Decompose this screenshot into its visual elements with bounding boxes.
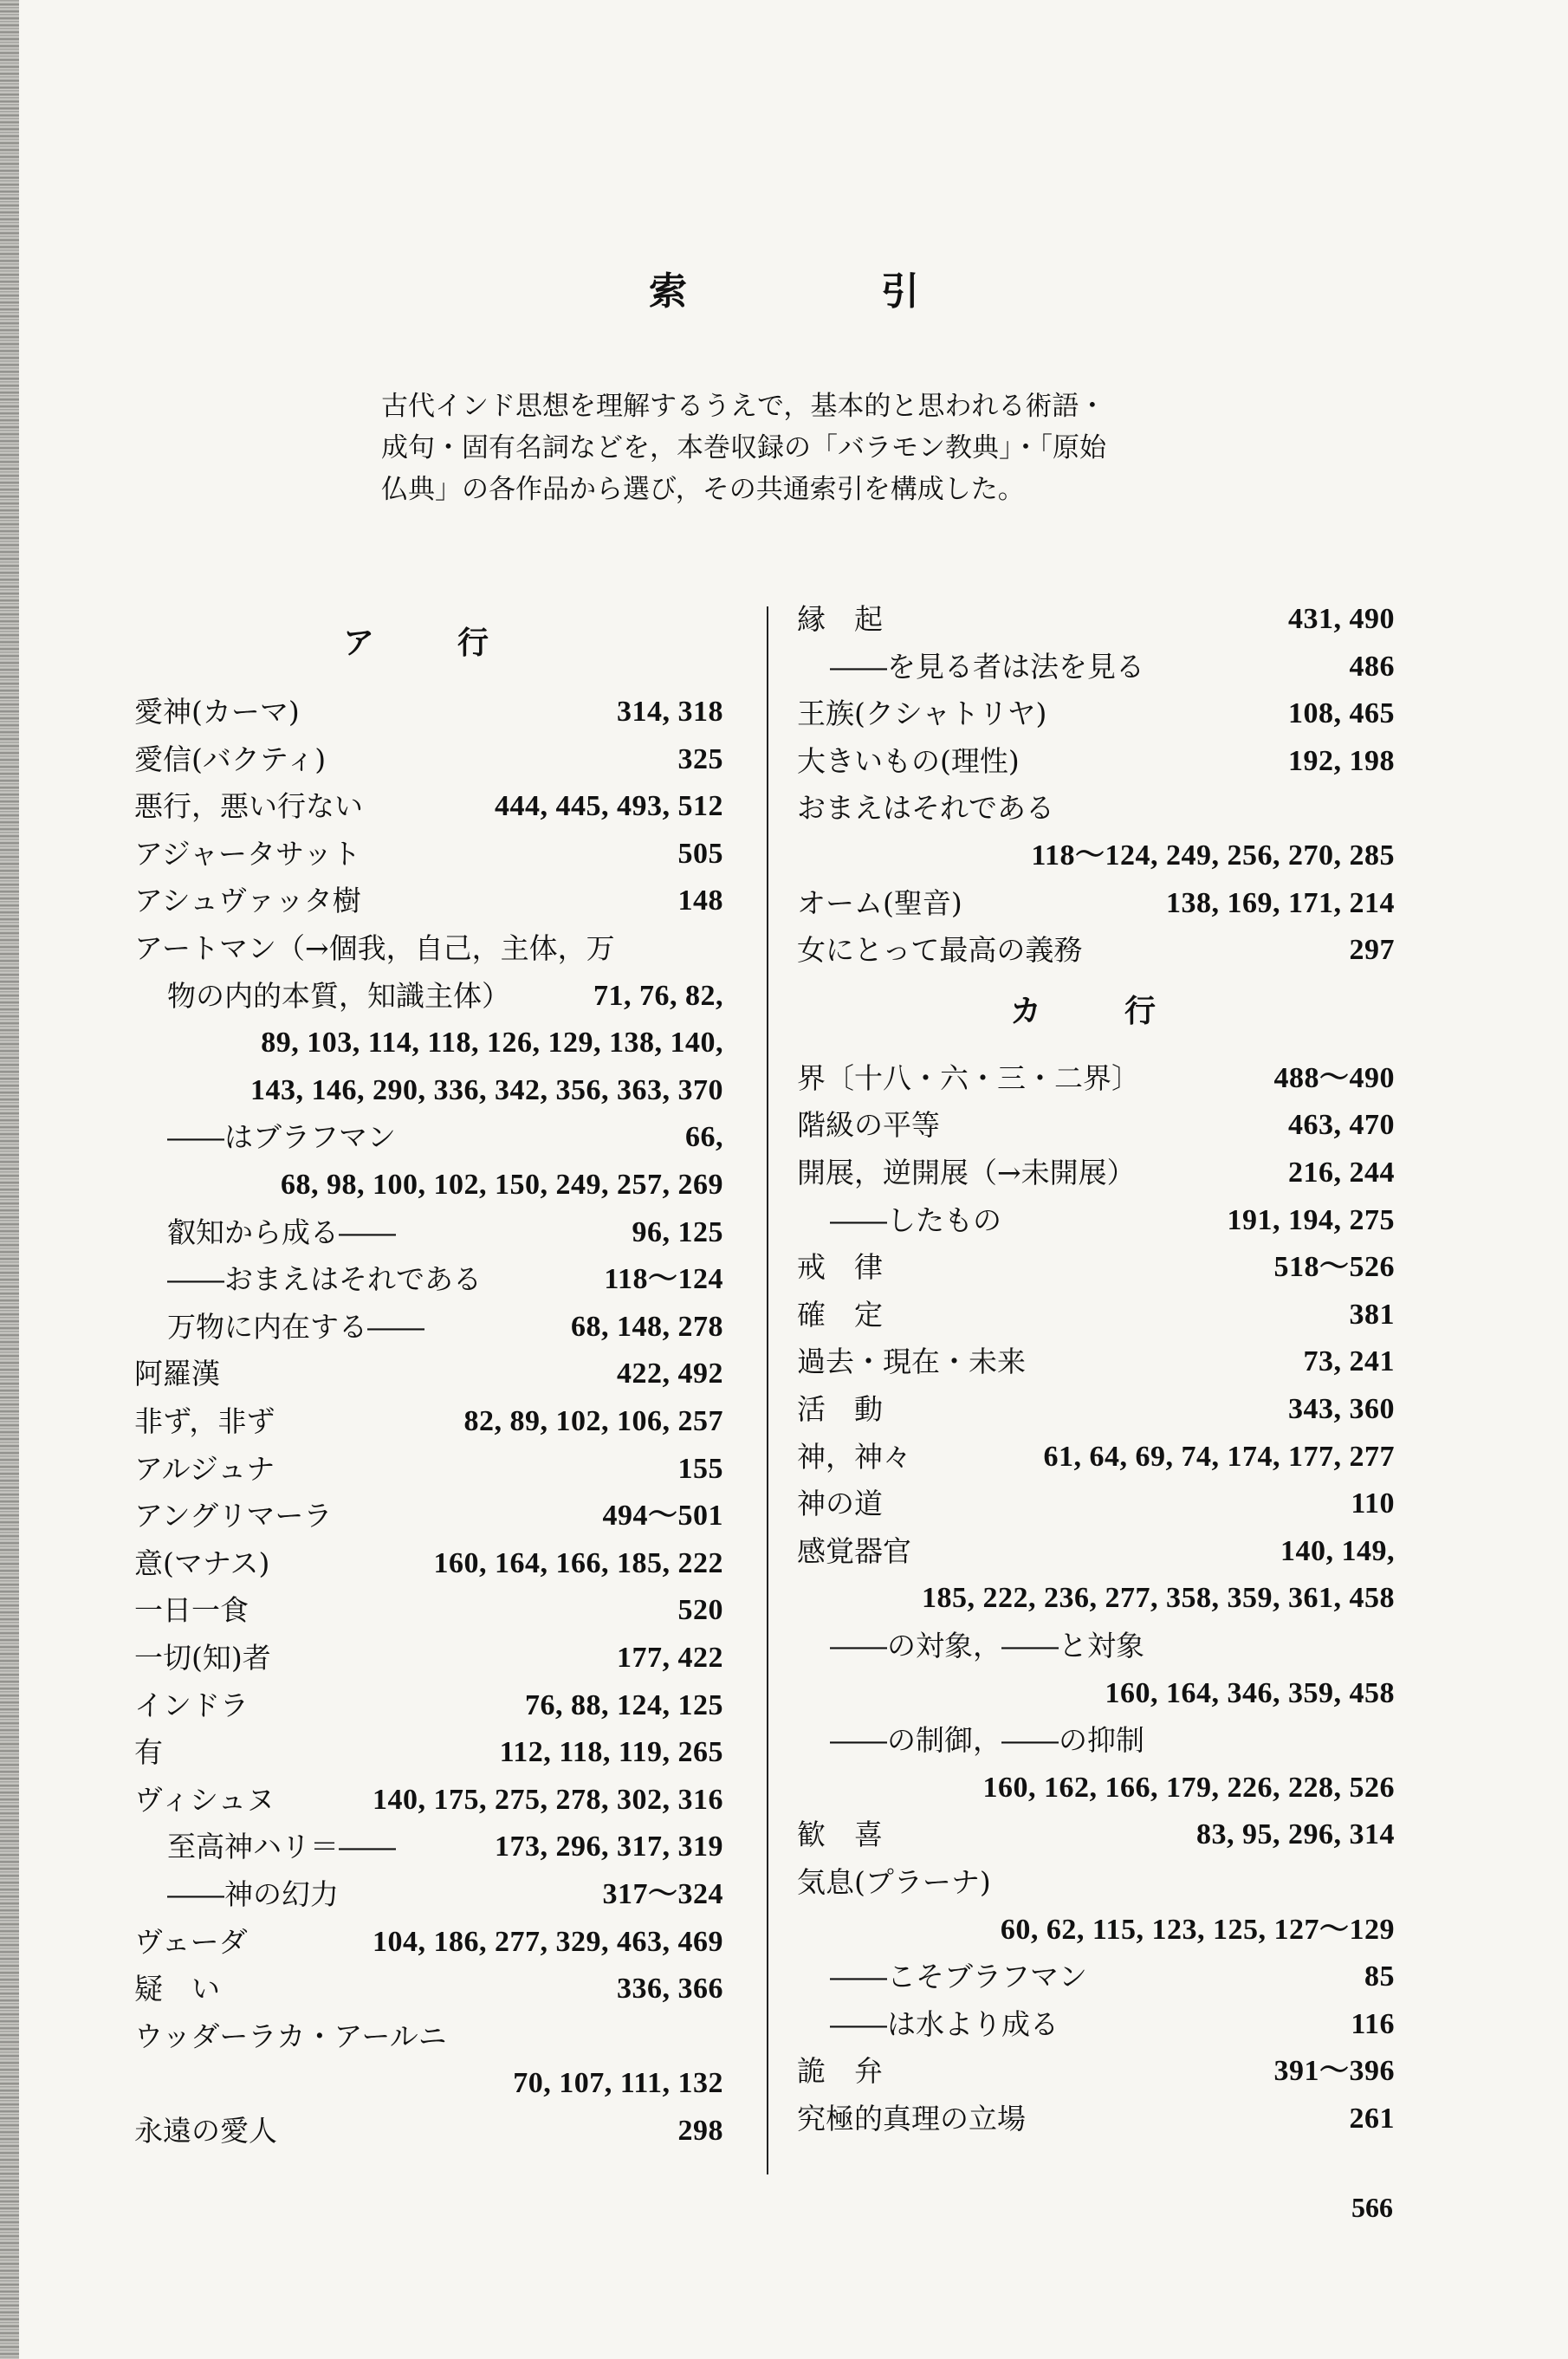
index-pages: 148 [677, 885, 723, 917]
index-term: アングリマーラ [134, 1499, 333, 1533]
index-term: 非ず，非ず [134, 1404, 275, 1438]
index-entry [797, 1338, 1395, 1385]
page-number: 566 [1351, 2192, 1393, 2223]
index-term: ヴェーダ [134, 1924, 248, 1959]
index-term: アジャータサット [134, 836, 361, 871]
index-term: ――こそブラフマン [830, 1960, 1087, 1994]
index-pages: 70, 107, 111, 132 [513, 2067, 723, 2100]
index-term: 活 動 [797, 1392, 883, 1426]
index-term: ――の制御，――の抑制 [830, 1723, 1144, 1758]
index-entry [134, 1209, 723, 1256]
index-entry [797, 1292, 1395, 1338]
index-pages: 104, 186, 277, 329, 463, 469 [373, 1925, 723, 1958]
index-entry [134, 1682, 723, 1729]
index-pages: 73, 241 [1303, 1345, 1395, 1378]
index-pages: 422, 492 [617, 1358, 723, 1390]
index-entry [797, 1859, 1395, 1906]
index-pages: 96, 125 [632, 1215, 723, 1248]
index-pages: 160, 164, 346, 359, 458 [1105, 1676, 1395, 1709]
index-entry [797, 1244, 1395, 1291]
index-term: アートマン（→個我，自己，主体，万 [134, 931, 615, 965]
index-term: 大きいもの(理性) [797, 743, 1020, 778]
section-heading-ka: カ 行 [1009, 992, 1182, 1029]
index-entry [797, 2048, 1395, 2095]
index-term: 気息(プラーナ) [797, 1865, 991, 1899]
index-pages: 89, 103, 114, 118, 126, 129, 138, 140, [261, 1027, 723, 1060]
index-term: 歓 喜 [797, 1818, 883, 1852]
index-entry [797, 880, 1395, 927]
index-pages: 110 [1351, 1487, 1395, 1520]
index-entry [134, 1020, 723, 1066]
index-pages: 298 [677, 2115, 723, 2147]
index-pages: 391～396 [1273, 2055, 1395, 2088]
index-entry [134, 1587, 723, 1634]
index-term: 究極的真理の立場 [797, 2102, 1026, 2135]
index-entry [134, 689, 723, 736]
index-term: 意(マナス) [134, 1546, 270, 1580]
index-term: ――は水より成る [830, 2006, 1059, 2041]
index-pages: 317～324 [602, 1878, 723, 1910]
index-term: 開展，逆開展（→未開展） [797, 1156, 1136, 1189]
index-term: 永遠の愛人 [134, 2114, 277, 2148]
index-entry [134, 1398, 723, 1445]
index-pages: 463, 470 [1288, 1109, 1395, 1142]
index-pages: 82, 89, 102, 106, 257 [463, 1405, 723, 1437]
index-entry [797, 1481, 1395, 1527]
index-pages: 160, 164, 166, 185, 222 [433, 1546, 723, 1579]
index-entry [134, 2013, 723, 2060]
index-entry [134, 1162, 723, 1209]
index-pages: 381 [1349, 1298, 1395, 1331]
index-term: 万物に内在する―― [167, 1309, 424, 1344]
index-pages: 191, 194, 275 [1227, 1203, 1395, 1236]
index-entry [134, 1493, 723, 1539]
index-term: 有 [134, 1735, 163, 1770]
index-pages: 143, 146, 290, 336, 342, 356, 363, 370 [250, 1073, 723, 1106]
index-entry [134, 1729, 723, 1776]
index-pages: 216, 244 [1288, 1157, 1395, 1189]
index-pages: 486 [1349, 650, 1395, 683]
index-entry [797, 1811, 1395, 1858]
index-term: ――神の幻力 [167, 1877, 339, 1911]
index-entry [797, 2001, 1395, 2048]
index-entry [797, 738, 1395, 785]
index-entry [134, 783, 723, 830]
index-pages: 140, 175, 275, 278, 302, 316 [373, 1783, 723, 1816]
index-pages: 83, 95, 296, 314 [1196, 1818, 1395, 1851]
index-entry [797, 1102, 1395, 1149]
index-term: 愛信(バクティ) [134, 742, 327, 776]
index-entry [134, 1304, 723, 1351]
index-term: 一日一食 [134, 1593, 249, 1628]
index-entry [797, 2096, 1395, 2142]
index-entry [134, 831, 723, 878]
index-pages: 85 [1364, 1960, 1395, 1993]
index-pages: 505 [677, 837, 723, 870]
index-entry [134, 973, 723, 1020]
index-entry [797, 927, 1395, 974]
index-pages: 297 [1349, 934, 1395, 967]
index-term: 愛神(カーマ) [134, 695, 300, 729]
index-pages: 336, 366 [617, 1973, 723, 2006]
index-term: ――の対象，――と対象 [830, 1629, 1144, 1662]
index-entry [797, 1623, 1395, 1669]
index-term: インドラ [134, 1688, 249, 1722]
index-entry [797, 1954, 1395, 2000]
index-entry [134, 1114, 723, 1161]
index-pages: 118～124 [604, 1263, 723, 1296]
index-entry [134, 1446, 723, 1493]
index-entry [134, 1871, 723, 1918]
index-pages: 118～124, 249, 256, 270, 285 [1031, 839, 1395, 872]
index-pages: 494～501 [602, 1500, 723, 1533]
index-term: アシュヴァッタ樹 [134, 884, 361, 918]
index-entry [134, 1824, 723, 1870]
index-pages: 68, 148, 278 [571, 1310, 723, 1343]
index-term: 疑 い [134, 1972, 220, 2006]
index-term: ウッダーラカ・アールニ [134, 2019, 447, 2053]
index-pages: 325 [677, 742, 723, 775]
index-term: おまえはそれである [797, 791, 1054, 826]
index-term: ――を見る者は法を見る [830, 649, 1144, 684]
index-term: 界〔十八・六・三・二界〕 [797, 1060, 1140, 1095]
index-term: 過去・現在・未来 [797, 1345, 1026, 1379]
index-pages: 518～526 [1273, 1251, 1395, 1284]
index-entry [797, 644, 1395, 690]
index-term: ――おまえはそれである [167, 1262, 482, 1297]
index-entry [797, 690, 1395, 737]
index-pages: 177, 422 [617, 1642, 723, 1674]
index-entry [797, 1907, 1395, 1954]
index-entry [797, 1434, 1395, 1481]
index-term: 縁 起 [797, 602, 883, 636]
index-entry [134, 925, 723, 972]
index-entry [134, 1635, 723, 1682]
index-pages: 444, 445, 493, 512 [495, 790, 723, 823]
index-entry [797, 1386, 1395, 1433]
page-title: 索 引 [649, 269, 997, 314]
index-entry [797, 833, 1395, 879]
index-term: 確 定 [797, 1297, 883, 1332]
index-pages: 192, 198 [1288, 744, 1395, 777]
index-term: 物の内的本質，知識主体） [167, 978, 510, 1013]
intro-line: 成句・固有名詞などを，本巻収録の「バラモン教典」・「原始 [381, 432, 1106, 463]
index-entry [134, 1351, 723, 1397]
index-pages: 160, 162, 166, 179, 226, 228, 526 [982, 1771, 1395, 1804]
index-entry [134, 2060, 723, 2107]
index-pages: 71, 76, 82, [593, 979, 723, 1012]
index-pages: 60, 62, 115, 123, 125, 127～129 [1000, 1913, 1395, 1946]
index-term: 階級の平等 [797, 1108, 940, 1143]
index-entry [797, 1717, 1395, 1764]
index-term: アルジュナ [134, 1451, 275, 1486]
column-divider [767, 606, 768, 2174]
index-pages: 112, 118, 119, 265 [499, 1736, 723, 1769]
index-pages: 155 [677, 1452, 723, 1485]
index-entry [134, 878, 723, 924]
index-term: 女にとって最高の義務 [797, 933, 1083, 968]
index-pages: 343, 360 [1288, 1393, 1395, 1425]
index-term: 王族(クシャトリヤ) [797, 697, 1047, 731]
index-term: 神，神々 [797, 1439, 911, 1474]
index-term: 戒 律 [797, 1250, 883, 1285]
index-term: 至高神ハリ＝―― [167, 1830, 396, 1864]
intro-paragraph [381, 386, 1187, 510]
index-pages: 173, 296, 317, 319 [495, 1831, 723, 1863]
index-term: 感覚器官 [797, 1533, 911, 1568]
index-entry [797, 1055, 1395, 1102]
intro-line: 古代インド思想を理解するうえで，基本的と思われる術語・ [381, 391, 1106, 422]
index-entry [797, 1670, 1395, 1717]
index-entry [134, 1919, 723, 1966]
index-entry [797, 1197, 1395, 1244]
index-entry [797, 1150, 1395, 1196]
index-entry [797, 1765, 1395, 1811]
index-pages: 261 [1349, 2103, 1395, 2135]
index-entry [134, 1067, 723, 1114]
index-entry [134, 736, 723, 783]
index-entry [134, 1256, 723, 1303]
book-spine-edge [0, 0, 19, 2359]
index-term: ヴィシュヌ [134, 1782, 275, 1817]
index-entry [134, 1777, 723, 1824]
index-term: 神の道 [797, 1487, 883, 1521]
index-pages: 488～490 [1273, 1061, 1395, 1094]
index-entry [134, 1966, 723, 2012]
index-term: ――したもの [830, 1202, 1001, 1237]
index-term: 一切(知)者 [134, 1641, 271, 1675]
index-term: 叡知から成る―― [167, 1215, 396, 1249]
index-pages: 140, 149, [1280, 1534, 1395, 1567]
index-term: 悪行，悪い行ない [134, 789, 363, 824]
index-pages: 68, 98, 100, 102, 150, 249, 257, 269 [281, 1169, 723, 1201]
index-pages: 138, 169, 171, 214 [1166, 886, 1395, 919]
index-term: ――はブラフマン [167, 1120, 396, 1155]
index-pages: 314, 318 [617, 696, 723, 728]
index-term: 阿羅漢 [134, 1357, 220, 1391]
index-pages: 431, 490 [1288, 603, 1395, 635]
index-term: 詭 弁 [797, 2054, 883, 2089]
index-entry [134, 1540, 723, 1587]
index-pages: 116 [1351, 2007, 1395, 2040]
index-pages: 61, 64, 69, 74, 174, 177, 277 [1043, 1440, 1395, 1473]
index-entry [797, 1528, 1395, 1575]
index-pages: 185, 222, 236, 277, 358, 359, 361, 458 [922, 1582, 1395, 1615]
index-pages: 520 [677, 1594, 723, 1627]
index-entry [797, 596, 1395, 643]
index-entry [797, 1575, 1395, 1622]
intro-line: 仏典」の各作品から選び，その共通索引を構成した。 [381, 474, 1025, 505]
section-heading-a: ア 行 [342, 625, 515, 661]
index-pages: 108, 465 [1288, 697, 1395, 730]
index-entry [134, 2108, 723, 2155]
index-entry [797, 785, 1395, 832]
index-pages: 66, [685, 1121, 723, 1154]
index-pages: 76, 88, 124, 125 [525, 1688, 723, 1721]
index-term: オーム(聖音) [797, 885, 962, 920]
